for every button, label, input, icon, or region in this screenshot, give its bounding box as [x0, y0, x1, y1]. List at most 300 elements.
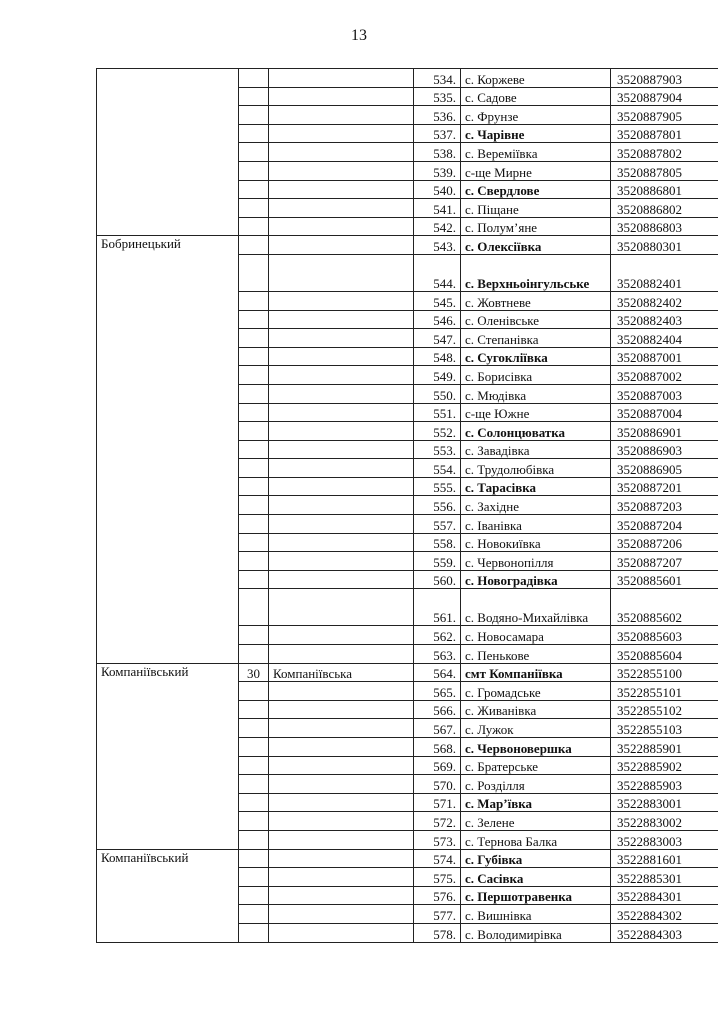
district-cell — [97, 515, 239, 534]
council-name-cell — [269, 329, 414, 348]
council-number-cell — [239, 422, 269, 441]
council-number-cell — [239, 161, 269, 180]
council-number-cell — [239, 793, 269, 812]
table-row — [97, 180, 718, 199]
council-name-cell — [269, 738, 414, 757]
row-number-cell: 550. — [414, 384, 461, 403]
district-cell — [97, 756, 239, 775]
settlement-name-cell: с. Свердлове — [461, 180, 611, 199]
table-row — [97, 329, 718, 348]
table-row — [97, 738, 718, 757]
koatuu-code-cell: 3520887206 — [611, 533, 718, 552]
council-number-cell — [239, 310, 269, 329]
koatuu-code-cell: 3522855102 — [611, 700, 718, 719]
table-row — [97, 366, 718, 385]
settlement-name-cell: с. Першотравенка — [461, 886, 611, 905]
council-name-cell — [269, 384, 414, 403]
koatuu-code-cell: 3520887003 — [611, 384, 718, 403]
table-row — [97, 310, 718, 329]
table-row — [97, 422, 718, 441]
council-number-cell — [239, 756, 269, 775]
council-name-cell — [269, 533, 414, 552]
council-number-cell — [239, 459, 269, 478]
settlements-table — [96, 68, 718, 943]
row-number-cell: 540. — [414, 180, 461, 199]
koatuu-code-cell: 3522884303 — [611, 923, 718, 942]
settlement-name-cell: с. Тарасівка — [461, 477, 611, 496]
settlement-name-cell: с. Новоградівка — [461, 570, 611, 589]
settlement-name-cell: с. Зелене — [461, 812, 611, 831]
council-name-cell — [269, 700, 414, 719]
council-number-cell — [239, 106, 269, 125]
row-number-cell: 575. — [414, 868, 461, 887]
council-number-cell — [239, 236, 269, 255]
council-name-cell — [269, 366, 414, 385]
row-number-cell: 556. — [414, 496, 461, 515]
district-cell — [97, 254, 239, 291]
district-cell — [97, 905, 239, 924]
table-row — [97, 645, 718, 664]
table-row — [97, 291, 718, 310]
settlement-name-cell: с. Мар’ївка — [461, 793, 611, 812]
district-cell: Компаніївський — [97, 663, 239, 682]
district-cell — [97, 645, 239, 664]
row-number-cell: 570. — [414, 775, 461, 794]
row-number-cell: 543. — [414, 236, 461, 255]
koatuu-code-cell: 3520887002 — [611, 366, 718, 385]
table-row — [97, 199, 718, 218]
settlement-name-cell: с. Іванівка — [461, 515, 611, 534]
row-number-cell: 567. — [414, 719, 461, 738]
council-number-cell — [239, 868, 269, 887]
district-cell — [97, 868, 239, 887]
settlement-name-cell: с. Полум’яне — [461, 217, 611, 236]
table-row — [97, 793, 718, 812]
council-number-cell — [239, 291, 269, 310]
council-name-cell — [269, 923, 414, 942]
council-number-cell — [239, 496, 269, 515]
settlement-name-cell: с. Жовтневе — [461, 291, 611, 310]
koatuu-code-cell: 3520886905 — [611, 459, 718, 478]
settlement-name-cell: с. Коржеве — [461, 69, 611, 88]
table-row — [97, 700, 718, 719]
settlement-name-cell: с. Трудолюбівка — [461, 459, 611, 478]
council-number-cell — [239, 366, 269, 385]
district-cell — [97, 440, 239, 459]
settlement-name-cell: с. Борисівка — [461, 366, 611, 385]
koatuu-code-cell: 3522885901 — [611, 738, 718, 757]
council-name-cell — [269, 199, 414, 218]
row-number-cell: 566. — [414, 700, 461, 719]
table-row — [97, 849, 718, 868]
koatuu-code-cell: 3522855103 — [611, 719, 718, 738]
council-name-cell — [269, 515, 414, 534]
council-name-cell — [269, 905, 414, 924]
koatuu-code-cell: 3520886901 — [611, 422, 718, 441]
koatuu-code-cell: 3520887207 — [611, 552, 718, 571]
row-number-cell: 565. — [414, 682, 461, 701]
koatuu-code-cell: 3520886802 — [611, 199, 718, 218]
table-row — [97, 923, 718, 942]
district-cell — [97, 496, 239, 515]
council-number-cell — [239, 682, 269, 701]
district-cell — [97, 199, 239, 218]
row-number-cell: 564. — [414, 663, 461, 682]
table-row — [97, 440, 718, 459]
row-number-cell: 557. — [414, 515, 461, 534]
council-number-cell — [239, 329, 269, 348]
koatuu-code-cell: 3522883002 — [611, 812, 718, 831]
council-name-cell — [269, 849, 414, 868]
council-name-cell — [269, 236, 414, 255]
settlement-name-cell: с. Олексіївка — [461, 236, 611, 255]
koatuu-code-cell: 3522881601 — [611, 849, 718, 868]
table-row — [97, 515, 718, 534]
row-number-cell: 577. — [414, 905, 461, 924]
row-number-cell: 549. — [414, 366, 461, 385]
table-row — [97, 868, 718, 887]
koatuu-code-cell: 3520887201 — [611, 477, 718, 496]
row-number-cell: 574. — [414, 849, 461, 868]
district-cell — [97, 87, 239, 106]
district-cell — [97, 923, 239, 942]
council-name-cell — [269, 143, 414, 162]
koatuu-code-cell: 3520882402 — [611, 291, 718, 310]
council-number-cell — [239, 87, 269, 106]
council-name-cell — [269, 812, 414, 831]
council-number-cell — [239, 69, 269, 88]
row-number-cell: 578. — [414, 923, 461, 942]
council-number-cell — [239, 143, 269, 162]
council-number-cell — [239, 849, 269, 868]
settlement-name-cell: с. Червоновершка — [461, 738, 611, 757]
settlement-name-cell: с. Розділля — [461, 775, 611, 794]
district-cell — [97, 124, 239, 143]
settlement-name-cell: с. Піщане — [461, 199, 611, 218]
district-cell — [97, 719, 239, 738]
council-number-cell — [239, 403, 269, 422]
row-number-cell: 547. — [414, 329, 461, 348]
koatuu-code-cell: 3522855100 — [611, 663, 718, 682]
row-number-cell: 536. — [414, 106, 461, 125]
district-cell — [97, 291, 239, 310]
settlement-name-cell: смт Компаніївка — [461, 663, 611, 682]
district-cell — [97, 570, 239, 589]
council-name-cell — [269, 719, 414, 738]
district-cell — [97, 384, 239, 403]
council-name-cell — [269, 310, 414, 329]
row-number-cell: 537. — [414, 124, 461, 143]
table-row — [97, 106, 718, 125]
settlement-name-cell: с. Західне — [461, 496, 611, 515]
table-row — [97, 886, 718, 905]
settlement-name-cell: с-ще Мирне — [461, 161, 611, 180]
settlement-name-cell: с. Мюдівка — [461, 384, 611, 403]
settlement-name-cell: с. Степанівка — [461, 329, 611, 348]
koatuu-code-cell: 3522885301 — [611, 868, 718, 887]
settlement-name-cell: с. Солонцюватка — [461, 422, 611, 441]
council-name-cell — [269, 645, 414, 664]
table-row — [97, 403, 718, 422]
council-name-cell — [269, 180, 414, 199]
district-cell — [97, 180, 239, 199]
council-number-cell — [239, 217, 269, 236]
district-cell — [97, 700, 239, 719]
settlement-name-cell: с. Володимирівка — [461, 923, 611, 942]
koatuu-code-cell: 3520885602 — [611, 589, 718, 626]
council-name-cell — [269, 440, 414, 459]
council-name-cell — [269, 868, 414, 887]
district-cell — [97, 106, 239, 125]
table-row — [97, 161, 718, 180]
koatuu-code-cell: 3520887905 — [611, 106, 718, 125]
settlement-name-cell: с. Червонопілля — [461, 552, 611, 571]
council-name-cell — [269, 291, 414, 310]
row-number-cell: 544. — [414, 254, 461, 291]
koatuu-code-cell: 3520882401 — [611, 254, 718, 291]
row-number-cell: 541. — [414, 199, 461, 218]
koatuu-code-cell: 3520887805 — [611, 161, 718, 180]
settlement-name-cell: с. Оленівське — [461, 310, 611, 329]
council-name-cell — [269, 756, 414, 775]
table-row — [97, 87, 718, 106]
district-cell — [97, 347, 239, 366]
council-number-cell — [239, 905, 269, 924]
koatuu-code-cell: 3520885603 — [611, 626, 718, 645]
koatuu-code-cell: 3520886903 — [611, 440, 718, 459]
settlement-name-cell: с-ще Южне — [461, 403, 611, 422]
district-cell — [97, 366, 239, 385]
district-cell — [97, 552, 239, 571]
district-cell — [97, 459, 239, 478]
table-row — [97, 254, 718, 291]
council-name-cell — [269, 124, 414, 143]
settlement-name-cell: с. Лужок — [461, 719, 611, 738]
settlement-name-cell: с. Сугокліївка — [461, 347, 611, 366]
district-cell — [97, 682, 239, 701]
row-number-cell: 559. — [414, 552, 461, 571]
district-cell — [97, 626, 239, 645]
council-number-cell — [239, 347, 269, 366]
district-cell — [97, 329, 239, 348]
settlement-name-cell: с. Садове — [461, 87, 611, 106]
district-cell — [97, 310, 239, 329]
council-name-cell — [269, 477, 414, 496]
council-number-cell — [239, 477, 269, 496]
council-number-cell — [239, 180, 269, 199]
council-number-cell — [239, 719, 269, 738]
row-number-cell: 546. — [414, 310, 461, 329]
council-number-cell — [239, 440, 269, 459]
table-row — [97, 236, 718, 255]
district-cell — [97, 422, 239, 441]
koatuu-code-cell: 3520887801 — [611, 124, 718, 143]
table-row — [97, 905, 718, 924]
settlement-name-cell: с. Новосамара — [461, 626, 611, 645]
council-name-cell — [269, 422, 414, 441]
district-cell — [97, 812, 239, 831]
koatuu-code-cell: 3522883001 — [611, 793, 718, 812]
row-number-cell: 539. — [414, 161, 461, 180]
settlement-name-cell: с. Живанівка — [461, 700, 611, 719]
council-number-cell — [239, 254, 269, 291]
settlement-name-cell: с. Новокиївка — [461, 533, 611, 552]
settlement-name-cell: с. Водяно-Михайлівка — [461, 589, 611, 626]
table-row — [97, 124, 718, 143]
table-row — [97, 496, 718, 515]
district-cell — [97, 403, 239, 422]
settlement-name-cell: с. Завадівка — [461, 440, 611, 459]
settlement-name-cell: с. Пенькове — [461, 645, 611, 664]
district-cell: Компаніївський — [97, 849, 239, 868]
settlement-name-cell: с. Сасівка — [461, 868, 611, 887]
table-row — [97, 756, 718, 775]
koatuu-code-cell: 3522885902 — [611, 756, 718, 775]
council-number-cell — [239, 830, 269, 849]
koatuu-code-cell: 3520886803 — [611, 217, 718, 236]
district-cell — [97, 161, 239, 180]
koatuu-code-cell: 3522884301 — [611, 886, 718, 905]
row-number-cell: 534. — [414, 69, 461, 88]
row-number-cell: 569. — [414, 756, 461, 775]
row-number-cell: 572. — [414, 812, 461, 831]
district-cell — [97, 589, 239, 626]
settlement-name-cell: с. Вишнівка — [461, 905, 611, 924]
table-row — [97, 812, 718, 831]
council-name-cell — [269, 87, 414, 106]
table-row — [97, 477, 718, 496]
row-number-cell: 535. — [414, 87, 461, 106]
table-row — [97, 775, 718, 794]
table-row — [97, 459, 718, 478]
council-number-cell: 30 — [239, 663, 269, 682]
council-name-cell — [269, 775, 414, 794]
row-number-cell: 573. — [414, 830, 461, 849]
council-number-cell — [239, 199, 269, 218]
settlement-name-cell: с. Братерське — [461, 756, 611, 775]
council-number-cell — [239, 515, 269, 534]
council-number-cell — [239, 384, 269, 403]
table-row — [97, 347, 718, 366]
koatuu-code-cell: 3520887204 — [611, 515, 718, 534]
row-number-cell: 555. — [414, 477, 461, 496]
table-row — [97, 143, 718, 162]
council-number-cell — [239, 626, 269, 645]
koatuu-code-cell: 3522855101 — [611, 682, 718, 701]
council-number-cell — [239, 124, 269, 143]
row-number-cell: 576. — [414, 886, 461, 905]
row-number-cell: 553. — [414, 440, 461, 459]
table-row — [97, 533, 718, 552]
council-number-cell — [239, 645, 269, 664]
council-name-cell — [269, 106, 414, 125]
row-number-cell: 561. — [414, 589, 461, 626]
table-row — [97, 626, 718, 645]
district-cell — [97, 793, 239, 812]
table-row — [97, 384, 718, 403]
row-number-cell: 562. — [414, 626, 461, 645]
council-number-cell — [239, 812, 269, 831]
row-number-cell: 558. — [414, 533, 461, 552]
district-cell — [97, 533, 239, 552]
row-number-cell: 568. — [414, 738, 461, 757]
table-row — [97, 682, 718, 701]
council-number-cell — [239, 738, 269, 757]
row-number-cell: 545. — [414, 291, 461, 310]
koatuu-code-cell: 3520882403 — [611, 310, 718, 329]
koatuu-code-cell: 3520887802 — [611, 143, 718, 162]
row-number-cell: 542. — [414, 217, 461, 236]
settlement-name-cell: с. Чарівне — [461, 124, 611, 143]
council-name-cell — [269, 886, 414, 905]
district-cell — [97, 830, 239, 849]
council-name-cell — [269, 626, 414, 645]
koatuu-code-cell: 3520882404 — [611, 329, 718, 348]
settlement-name-cell: с. Губівка — [461, 849, 611, 868]
table-body — [97, 69, 718, 943]
council-number-cell — [239, 589, 269, 626]
row-number-cell: 551. — [414, 403, 461, 422]
row-number-cell: 552. — [414, 422, 461, 441]
council-name-cell — [269, 570, 414, 589]
table-row — [97, 552, 718, 571]
council-name-cell — [269, 496, 414, 515]
council-number-cell — [239, 570, 269, 589]
council-number-cell — [239, 700, 269, 719]
table-row — [97, 570, 718, 589]
row-number-cell: 538. — [414, 143, 461, 162]
settlement-name-cell: с. Верхньоінгульське — [461, 254, 611, 291]
council-number-cell — [239, 886, 269, 905]
koatuu-code-cell: 3520887001 — [611, 347, 718, 366]
settlement-name-cell: с. Громадське — [461, 682, 611, 701]
council-name-cell — [269, 69, 414, 88]
koatuu-code-cell: 3520885601 — [611, 570, 718, 589]
koatuu-code-cell: 3520886801 — [611, 180, 718, 199]
table-row — [97, 589, 718, 626]
table-row — [97, 69, 718, 88]
table-row — [97, 663, 718, 682]
council-name-cell — [269, 589, 414, 626]
council-name-cell — [269, 552, 414, 571]
council-name-cell — [269, 403, 414, 422]
council-name-cell — [269, 682, 414, 701]
settlement-name-cell: с. Тернова Балка — [461, 830, 611, 849]
council-name-cell — [269, 793, 414, 812]
council-number-cell — [239, 923, 269, 942]
district-cell — [97, 775, 239, 794]
row-number-cell: 560. — [414, 570, 461, 589]
district-cell — [97, 69, 239, 88]
koatuu-code-cell: 3520887004 — [611, 403, 718, 422]
koatuu-code-cell: 3522885903 — [611, 775, 718, 794]
council-name-cell — [269, 161, 414, 180]
koatuu-code-cell: 3520880301 — [611, 236, 718, 255]
koatuu-code-cell: 3520885604 — [611, 645, 718, 664]
council-number-cell — [239, 552, 269, 571]
district-cell — [97, 143, 239, 162]
koatuu-code-cell: 3522884302 — [611, 905, 718, 924]
council-name-cell: Компаніївська — [269, 663, 414, 682]
council-name-cell — [269, 459, 414, 478]
table-row — [97, 830, 718, 849]
council-number-cell — [239, 775, 269, 794]
row-number-cell: 571. — [414, 793, 461, 812]
page-number: 13 — [351, 27, 367, 44]
row-number-cell: 554. — [414, 459, 461, 478]
row-number-cell: 548. — [414, 347, 461, 366]
district-cell — [97, 738, 239, 757]
